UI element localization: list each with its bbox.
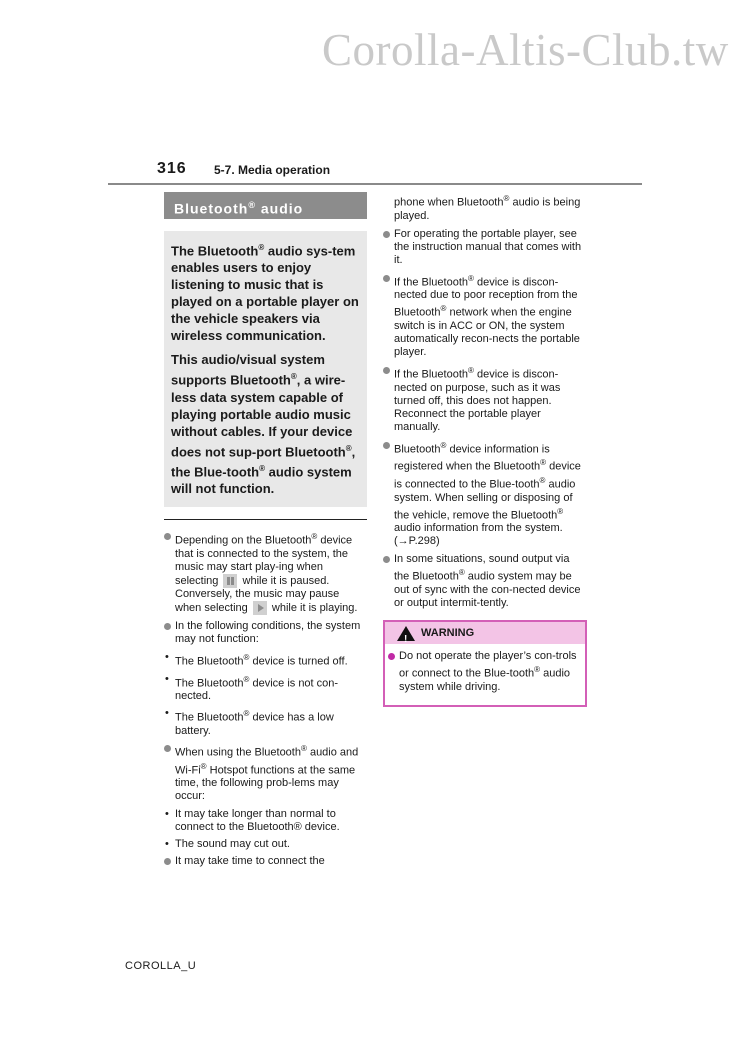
heading-text: Bluetooth — [174, 200, 249, 217]
watermark: Corolla-Altis-Club.tw — [322, 25, 729, 75]
warning-label: WARNING — [421, 626, 475, 639]
left-bullets — [164, 530, 367, 868]
section-title: 5-7. Media operation — [214, 163, 331, 177]
bullet-icon — [164, 745, 171, 752]
list-item: In the following conditions, the system may not function: — [164, 620, 367, 646]
left-column — [164, 192, 367, 873]
pause-icon — [223, 574, 237, 588]
intro-paragraph-2: This audio/visual system supports Bluetooth®, a wire-less data system capable of playing portable audio music without cables. If your device does not sup-port Bluetooth®, the Blue-tooth® audio system will not function. — [171, 352, 356, 497]
list-item: When using the Bluetooth® audio and Wi-Fi® Hotspot functions at the same time, the following prob-lems may occur: — [164, 742, 367, 803]
sub-list-item: • The Bluetooth® device has a low battery. — [165, 707, 334, 737]
heading-text-rest: audio — [255, 200, 304, 217]
sub-list-item: • The Bluetooth® device is not con-nected. — [165, 672, 339, 703]
header-rule — [108, 183, 642, 185]
page-number: 316 — [157, 160, 187, 177]
right-bullets — [383, 192, 587, 610]
warning-icon: ! — [397, 626, 415, 641]
list-item-continued: phone when Bluetooth® audio is being played. — [394, 194, 581, 222]
list-item: It may take time to connect the — [164, 855, 367, 868]
play-icon — [253, 601, 267, 615]
warning-box — [383, 620, 587, 707]
registered-mark: ® — [248, 200, 256, 210]
bullet-icon — [164, 533, 171, 540]
list-item: If the Bluetooth® device is discon-nected due to poor reception from the Bluetooth® network when the engine switch is in ACC or ON, the system automatically recon-nects the portable player. — [383, 272, 587, 359]
bullet-icon — [164, 623, 171, 630]
bullet-icon — [383, 556, 390, 563]
list-item: Depending on the Bluetooth® device that is connected to the system, the music may start play-ing when selecting while it is paused. Conversely, the music may pause when selecting while it is playing. — [164, 530, 367, 615]
warning-body — [385, 644, 585, 705]
bullet-icon — [388, 653, 395, 660]
right-column — [383, 192, 587, 707]
bullet-icon — [383, 367, 390, 374]
sub-list-item: • It may take longer than normal to connect to the Bluetooth® device. — [165, 808, 340, 834]
intro-box — [164, 231, 367, 507]
bullet-icon — [164, 858, 171, 865]
list-item: Bluetooth® device information is registered when the Bluetooth® device is connected to the Blue-tooth® audio system. When selling or disposing of the vehicle, remove the Bluetooth® audio information from the system. (→P.298) — [383, 439, 587, 549]
warning-header — [385, 622, 585, 644]
intro-paragraph-1: The Bluetooth® audio sys-tem enables users to enjoy listening to music that is played on a portable player on the vehicle speakers via wireless communication. — [171, 243, 359, 344]
warning-item: Do not operate the player’s con-trols or connect to the Blue-tooth® audio system while driving. — [388, 650, 579, 694]
footer-label: COROLLA_U — [125, 960, 197, 972]
list-item: For operating the portable player, see the instruction manual that comes with it. — [383, 228, 587, 267]
divider — [164, 519, 367, 520]
bullet-icon — [383, 275, 390, 282]
bullet-icon — [383, 231, 390, 238]
sub-list-item: • The Bluetooth® device is turned off. — [165, 650, 348, 668]
bullet-icon — [383, 442, 390, 449]
section-heading — [164, 192, 367, 219]
sub-list-item: • The sound may cut out. — [165, 838, 290, 851]
list-item: In some situations, sound output via the Bluetooth® audio system may be out of sync with the con-nected device or output intermit-tently. — [383, 553, 587, 610]
list-item: If the Bluetooth® device is discon-nected on purpose, such as it was turned off, this does not happen. Reconnect the portable player manually. — [383, 364, 587, 434]
